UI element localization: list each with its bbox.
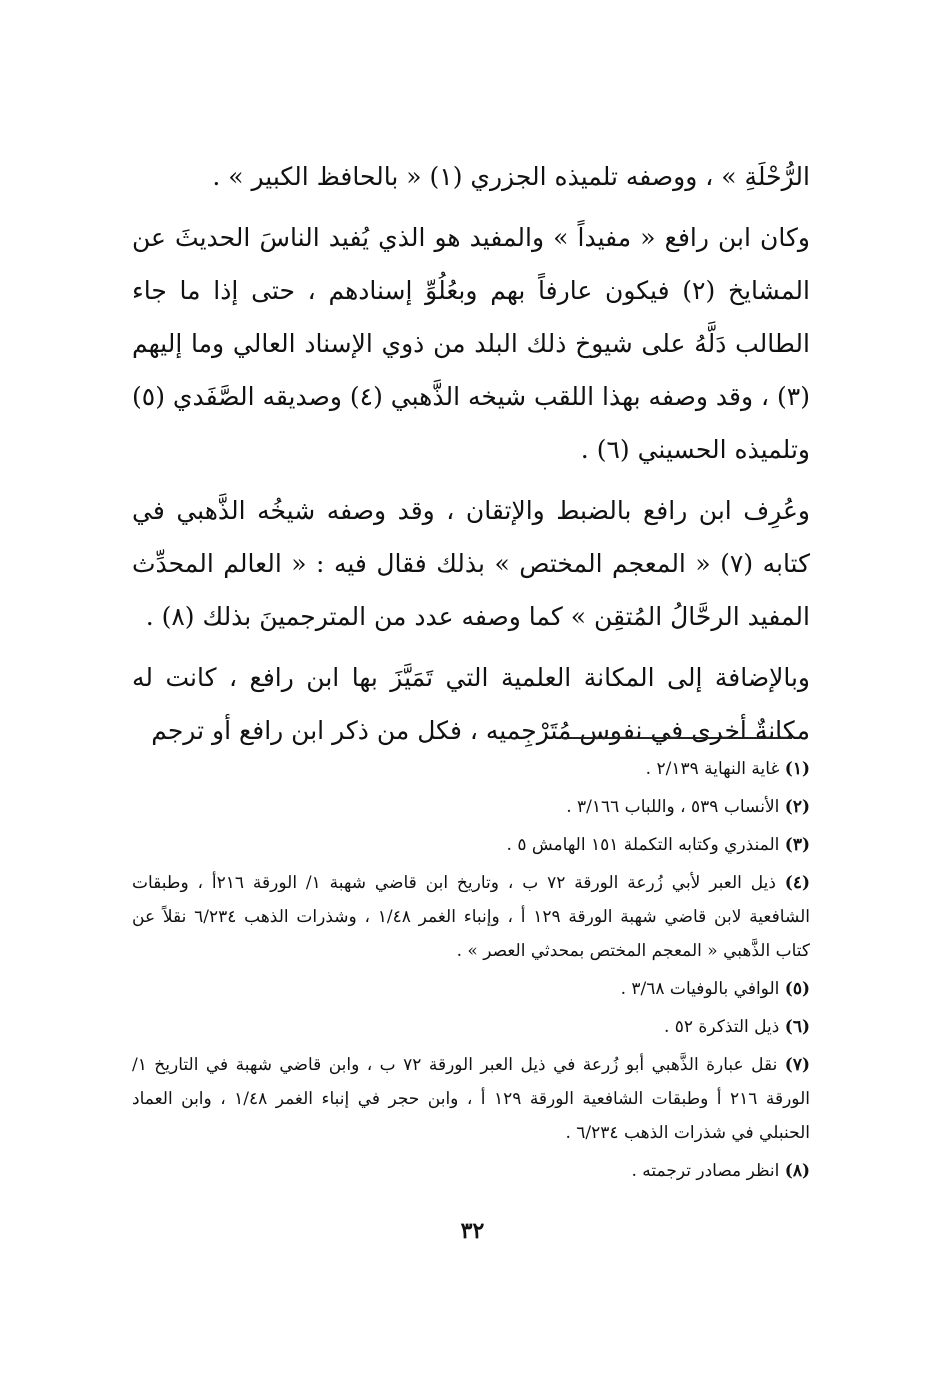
footnote-text: المنذري وكتابه التكملة ١٥١ الهامش ٥ . (506, 835, 780, 855)
footnote-7 (132, 1048, 810, 1150)
footnotes (132, 752, 810, 1192)
footnote-2 (132, 790, 810, 824)
footnote-1 (132, 752, 810, 786)
footnote-3 (132, 828, 810, 862)
footnote-text: الوافي بالوفيات ٣/٦٨ . (620, 979, 780, 999)
footnote-5 (132, 972, 810, 1006)
footnote-number: (٢) (784, 797, 810, 817)
footnote-number: (٧) (784, 1055, 810, 1075)
paragraph-4: وبالإضافة إلى المكانة العلمية التي تَمَيَّزَ بها ابن رافع ، كانت له مكانةٌ أخرى في نفوس مُتَرْجِميه ، فكل من ذكر ابن رافع أو ترجم (132, 663, 810, 745)
footnote-4 (132, 866, 810, 968)
footnote-text: ذيل العبر لأبي زُرعة الورقة ٧٢ ب ، وتاريخ ابن قاضي شهبة ١/ الورقة ٢١٦أ ، وطبقات الشافعية لابن قاضي شهبة الورقة ١٢٩ أ ، وإنباء الغمر ١/٤٨ ، وشذرات الذهب ٦/٢٣٤ نقلاً عن كتاب الذَّهبي « المعجم المختص بمحدثي العصر » . (132, 873, 811, 961)
footnote-divider (562, 737, 792, 739)
footnote-number: (٣) (784, 835, 810, 855)
footnote-6 (132, 1010, 810, 1044)
paragraph-2: وكان ابن رافع « مفيداً » والمفيد هو الذي يُفيد الناسَ الحديثَ عن المشايخ (٢) فيكون عارفاً بهم وبعُلُوِّ إسنادهم ، حتى إذا ما جاء الطالب دَلَّهُ على شيوخ ذلك البلد من ذوي الإسناد العالي وما إليهم (٣) ، وقد وصفه بهذا اللقب شيخه الذَّهبي (٤) وصديقه الصَّفَدي (٥) وتلميذه الحسيني (٦) . (132, 223, 810, 464)
footnote-text: انظر مصادر ترجمته . (631, 1161, 780, 1181)
main-text (132, 150, 810, 757)
footnote-text: ذيل التذكرة ٥٢ . (663, 1017, 780, 1037)
paragraph-1: الرُّحْلَةِ » ، ووصفه تلميذه الجزري (١) « بالحافظ الكبير » . (212, 162, 810, 191)
footnote-number: (١) (784, 759, 810, 779)
footnote-8 (132, 1154, 810, 1188)
page-number: ٣٢ (460, 1218, 485, 1244)
footnote-number: (٤) (784, 873, 811, 893)
footnote-number: (٦) (784, 1017, 810, 1037)
footnote-number: (٨) (784, 1161, 810, 1181)
footnote-text: الأنساب ٥٣٩ ، واللباب ٣/١٦٦ . (566, 797, 780, 817)
footnote-number: (٥) (784, 979, 810, 999)
paragraph-3: وعُرِف ابن رافع بالضبط والإتقان ، وقد وصفه شيخُه الذَّهبي في كتابه (٧) « المعجم المختص » بذلك فقال فيه : « العالم المحدِّث المفيد الرحَّالُ المُتقِن » كما وصفه عدد من المترجمينَ بذلك (٨) . (132, 496, 811, 631)
footnote-text: غاية النهاية ٢/١٣٩ . (645, 759, 780, 779)
footnote-text: نقل عبارة الذَّهبي أبو زُرعة في ذيل العبر الورقة ٧٢ ب ، وابن قاضي شهبة في التاريخ ١/ الورقة ٢١٦ أ وطبقات الشافعية الورقة ١٢٩ أ ، وابن حجر في إنباء الغمر ١/٤٨ ، وابن العماد الحنبلي في شذرات الذهب ٦/٢٣٤ . (132, 1055, 810, 1143)
